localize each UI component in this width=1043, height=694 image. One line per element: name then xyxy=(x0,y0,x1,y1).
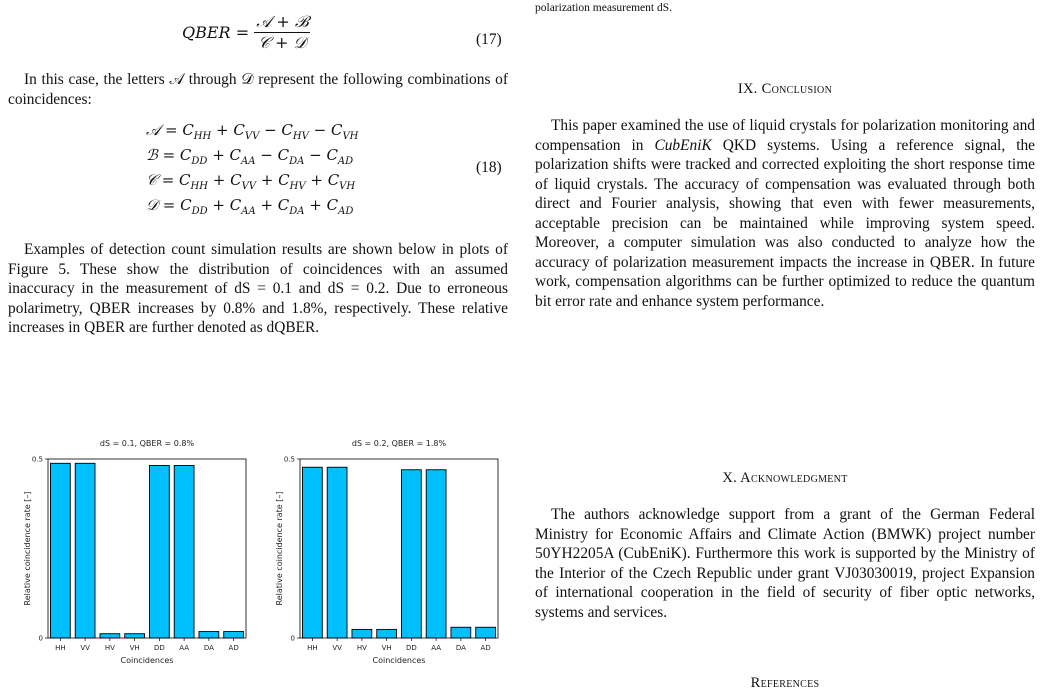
paragraph-figure5: Examples of detection count simulation results are shown below in plots of Figure 5. These show the distribution of coincidences with an assumed inaccuracy in the measurement of dS = 0.1 and dS = 0.2. Due to erroneous polarimetry, QBER increases by 0.8% and 1.8%, respectively. These relative increases in QBER are further denoted as dQBER. xyxy=(8,241,508,336)
bar-AD xyxy=(224,632,244,638)
bar-chart-ds-0-2-svg xyxy=(260,432,510,690)
y-tick-label: 0.5 xyxy=(283,455,295,464)
x-tick-label: DA xyxy=(203,644,214,652)
equation-17 xyxy=(182,12,310,53)
bar-chart-ds-0-1 xyxy=(8,432,258,690)
references-heading: References xyxy=(750,675,820,691)
equation-17-number: (17) xyxy=(476,31,502,48)
bar-chart-ds-0-2 xyxy=(260,432,510,690)
bar-AA xyxy=(426,470,446,638)
y-tick-label: 0.5 xyxy=(31,455,43,464)
bar-HH xyxy=(302,467,322,638)
chart-title: dS = 0.1, QBER = 0.8% xyxy=(99,439,195,448)
equation-17-fraction xyxy=(254,12,310,53)
bar-AD xyxy=(476,627,496,638)
figure-caption-tail: polarization measurement dS. xyxy=(535,2,673,14)
x-axis-label: Coincidences xyxy=(372,656,426,665)
bar-DD xyxy=(401,470,421,638)
equation-17-denominator: 𝒞 + 𝒟 xyxy=(258,33,307,52)
conclusion-text-a: This paper examined the use of liquid crystals for polarization monitoring and compensation in xyxy=(535,117,1035,154)
bar-chart-ds-0-1-svg xyxy=(8,432,258,690)
bar-DA xyxy=(199,632,219,638)
x-tick-label: DA xyxy=(455,644,466,652)
bar-VH xyxy=(377,629,397,638)
x-tick-label: HH xyxy=(307,644,318,652)
x-axis-label: Coincidences xyxy=(120,656,174,665)
x-tick-label: AD xyxy=(480,644,491,652)
y-axis-label: Relative coincidence rate [–] xyxy=(275,491,284,606)
acknowledgment-paragraph: The authors acknowledge support from a grant of the German Federal Ministry for Economic Affairs and Climate Action (BMWK) project number 50YH2205A (CubEniK). Furthermore this work is supported by the Ministry of the Interior of the Czech Republic under grant VJ03030019, project Expansion of international cooperation in the field of security of fiber optic networks, systems and services. xyxy=(535,506,1035,621)
bar-AA xyxy=(174,465,194,638)
x-tick-label: VV xyxy=(332,644,342,652)
x-tick-label: VH xyxy=(381,644,392,652)
bar-VH xyxy=(125,634,145,638)
x-tick-label: AD xyxy=(228,644,239,652)
bar-VV xyxy=(75,463,95,638)
x-tick-label: VV xyxy=(80,644,90,652)
equation-17-lhs: QBER = xyxy=(182,22,250,42)
bar-DA xyxy=(451,627,471,638)
conclusion-text-b: QKD systems. Using a reference signal, the polarization shifts were tracked and corrected exploiting the short response time of liquid crystals. The accuracy of compensation was evaluated through both direct and Fourier analysis, showing that even with fewer measurements, acceptable precision can be maintained while improving system speed. Moreover, a computer simulation was also conducted to analyze how the accuracy of polarization measurement impacts the increase in QBER. In future work, compensation algorithms can be further optimized to reduce the quantum bit error rate and enhance system performance. xyxy=(535,136,1035,310)
y-tick-label: 0 xyxy=(290,634,295,643)
bar-HV xyxy=(100,634,120,638)
x-tick-label: AA xyxy=(179,644,190,652)
x-tick-label: VH xyxy=(129,644,140,652)
equation-18-line-a: 𝒜 = $C_{HH} + C_{VV} - C_{HV} - C_{VH}$ xyxy=(146,121,359,142)
paragraph-letters: In this case, the letters 𝒜 through 𝒟 represent the following combinations of coincidences: xyxy=(8,71,508,108)
bar-HH xyxy=(50,463,70,638)
equation-17-numerator: 𝒜 + ℬ xyxy=(256,12,309,31)
equation-18-line-d: 𝒟 = $C_{DD} + C_{AA} + C_{DA} + C_{AD}$ xyxy=(146,196,354,217)
conclusion-paragraph xyxy=(535,116,1035,311)
conclusion-heading: IX. Conclusion xyxy=(737,81,833,97)
bar-DD xyxy=(149,465,169,638)
equation-18-number: (18) xyxy=(476,159,502,176)
equation-18-line-b: ℬ = $C_{DD} + C_{AA} - C_{DA} - C_{AD}$ xyxy=(146,146,354,167)
y-axis-label: Relative coincidence rate [–] xyxy=(23,491,32,606)
bar-VV xyxy=(327,467,347,638)
equation-18-line-c: 𝒞 = $C_{HH} + C_{VV} + C_{HV} + C_{VH}$ xyxy=(146,171,356,192)
x-tick-label: HH xyxy=(55,644,66,652)
x-tick-label: HV xyxy=(104,644,115,652)
x-tick-label: AA xyxy=(431,644,442,652)
acknowledgment-heading: X. Acknowledgment xyxy=(722,470,848,486)
x-tick-label: DD xyxy=(153,644,165,652)
bar-HV xyxy=(352,629,372,638)
x-tick-label: DD xyxy=(405,644,417,652)
conclusion-cubenik: CubEniK xyxy=(654,136,712,154)
chart-title: dS = 0.2, QBER = 1.8% xyxy=(351,439,447,448)
y-tick-label: 0 xyxy=(38,634,43,643)
x-tick-label: HV xyxy=(356,644,367,652)
